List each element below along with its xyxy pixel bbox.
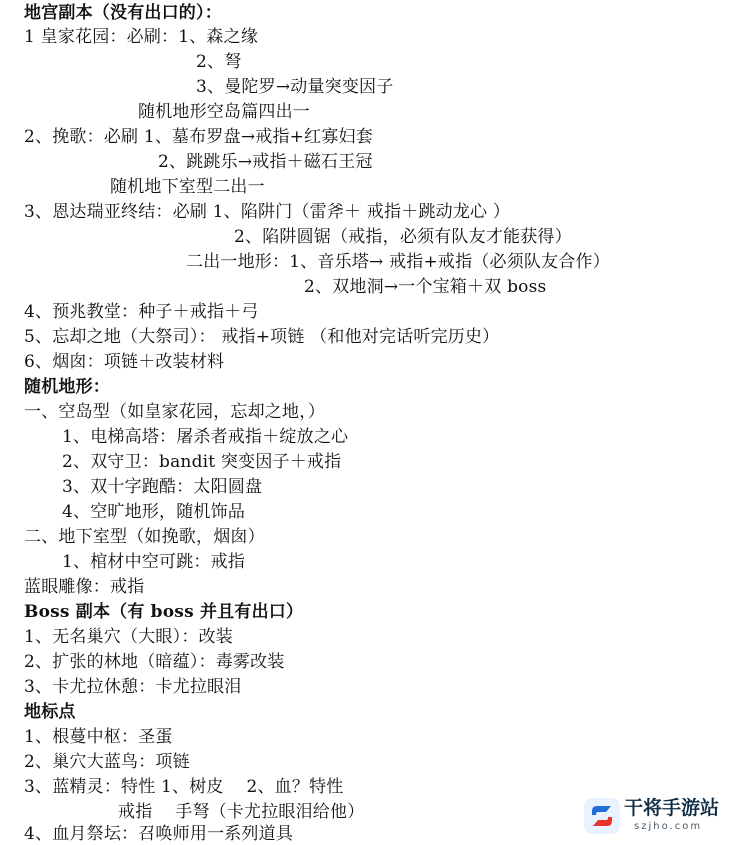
text-line: 2、扩张的林地（暗蕴）：毒雾改装 xyxy=(24,652,285,672)
watermark-title: 干将手游站 xyxy=(624,797,720,819)
text-line: 2、陷阱圆锯（戒指，必须有队友才能获得） xyxy=(234,227,572,247)
text-line: 2、巢穴大蓝鸟：项链 xyxy=(24,752,190,772)
text-line: 3、恩达瑞亚终结：必刷 1、陷阱门（雷斧＋ 戒指＋跳动龙心 ） xyxy=(24,202,511,222)
text-line: 5、忘却之地（大祭司）： 戒指+项链 （和他对完话听完历史） xyxy=(24,327,500,347)
text-line: 1、无名巢穴（大眼）：改装 xyxy=(24,627,233,647)
text-line: 3、卡尤拉休憩：卡尤拉眼泪 xyxy=(24,677,242,697)
section-heading-boss: Boss 副本（有 boss 并且有出口） xyxy=(24,602,304,622)
text-line: 随机地形空岛篇四出一 xyxy=(138,102,310,122)
text-line: 二、地下室型（如挽歌，烟囱） xyxy=(24,527,265,547)
section-heading-dungeon: 地宫副本（没有出口的）： xyxy=(24,3,222,23)
text-line: 1、根蔓中枢：圣蛋 xyxy=(24,727,173,747)
text-line: 一、空岛型（如皇家花园，忘却之地，） xyxy=(24,402,326,422)
text-line: 戒指 手弩（卡尤拉眼泪给他） xyxy=(118,802,365,822)
text-line: 2、双地洞→一个宝箱＋双 boss xyxy=(304,277,547,297)
text-line: 蓝眼雕像：戒指 xyxy=(24,577,145,597)
section-heading-random-terrain: 随机地形： xyxy=(24,377,110,397)
text-line: 3、双十字跑酷：太阳圆盘 xyxy=(62,477,263,497)
text-line: 3、蓝精灵：特性 1、树皮 2、血？特性 xyxy=(24,777,344,797)
watermark-url: szjho.com xyxy=(634,821,703,832)
text-line: 1 皇家花园：必刷：1、森之缘 xyxy=(24,27,259,47)
site-watermark xyxy=(584,796,734,836)
text-line: 2、跳跳乐→戒指＋磁石王冠 xyxy=(158,152,373,172)
text-line: 二出一地形：1、音乐塔→ 戒指+戒指（必须队友合作） xyxy=(186,252,610,272)
section-heading-landmarks: 地标点 xyxy=(24,702,76,722)
text-line: 1、电梯高塔：屠杀者戒指＋绽放之心 xyxy=(62,427,349,447)
text-line: 随机地下室型二出一 xyxy=(110,177,265,197)
text-line: 3、曼陀罗→动量突变因子 xyxy=(196,77,394,97)
text-line: 4、预兆教堂：种子＋戒指＋弓 xyxy=(24,302,259,322)
text-line: 2、弩 xyxy=(196,52,242,72)
text-line: 2、双守卫：bandit 突变因子＋戒指 xyxy=(62,452,342,472)
text-line: 6、烟囱：项链＋改装材料 xyxy=(24,352,225,372)
text-line: 2、挽歌：必刷 1、墓布罗盘→戒指+红寡妇套 xyxy=(24,127,373,147)
text-line: 4、空旷地形，随机饰品 xyxy=(62,502,246,522)
site-logo-icon xyxy=(584,798,620,834)
text-line: 1、棺材中空可跳：戒指 xyxy=(62,552,246,572)
text-line: 4、血月祭坛：召唤师用一系列道具 xyxy=(24,824,294,844)
